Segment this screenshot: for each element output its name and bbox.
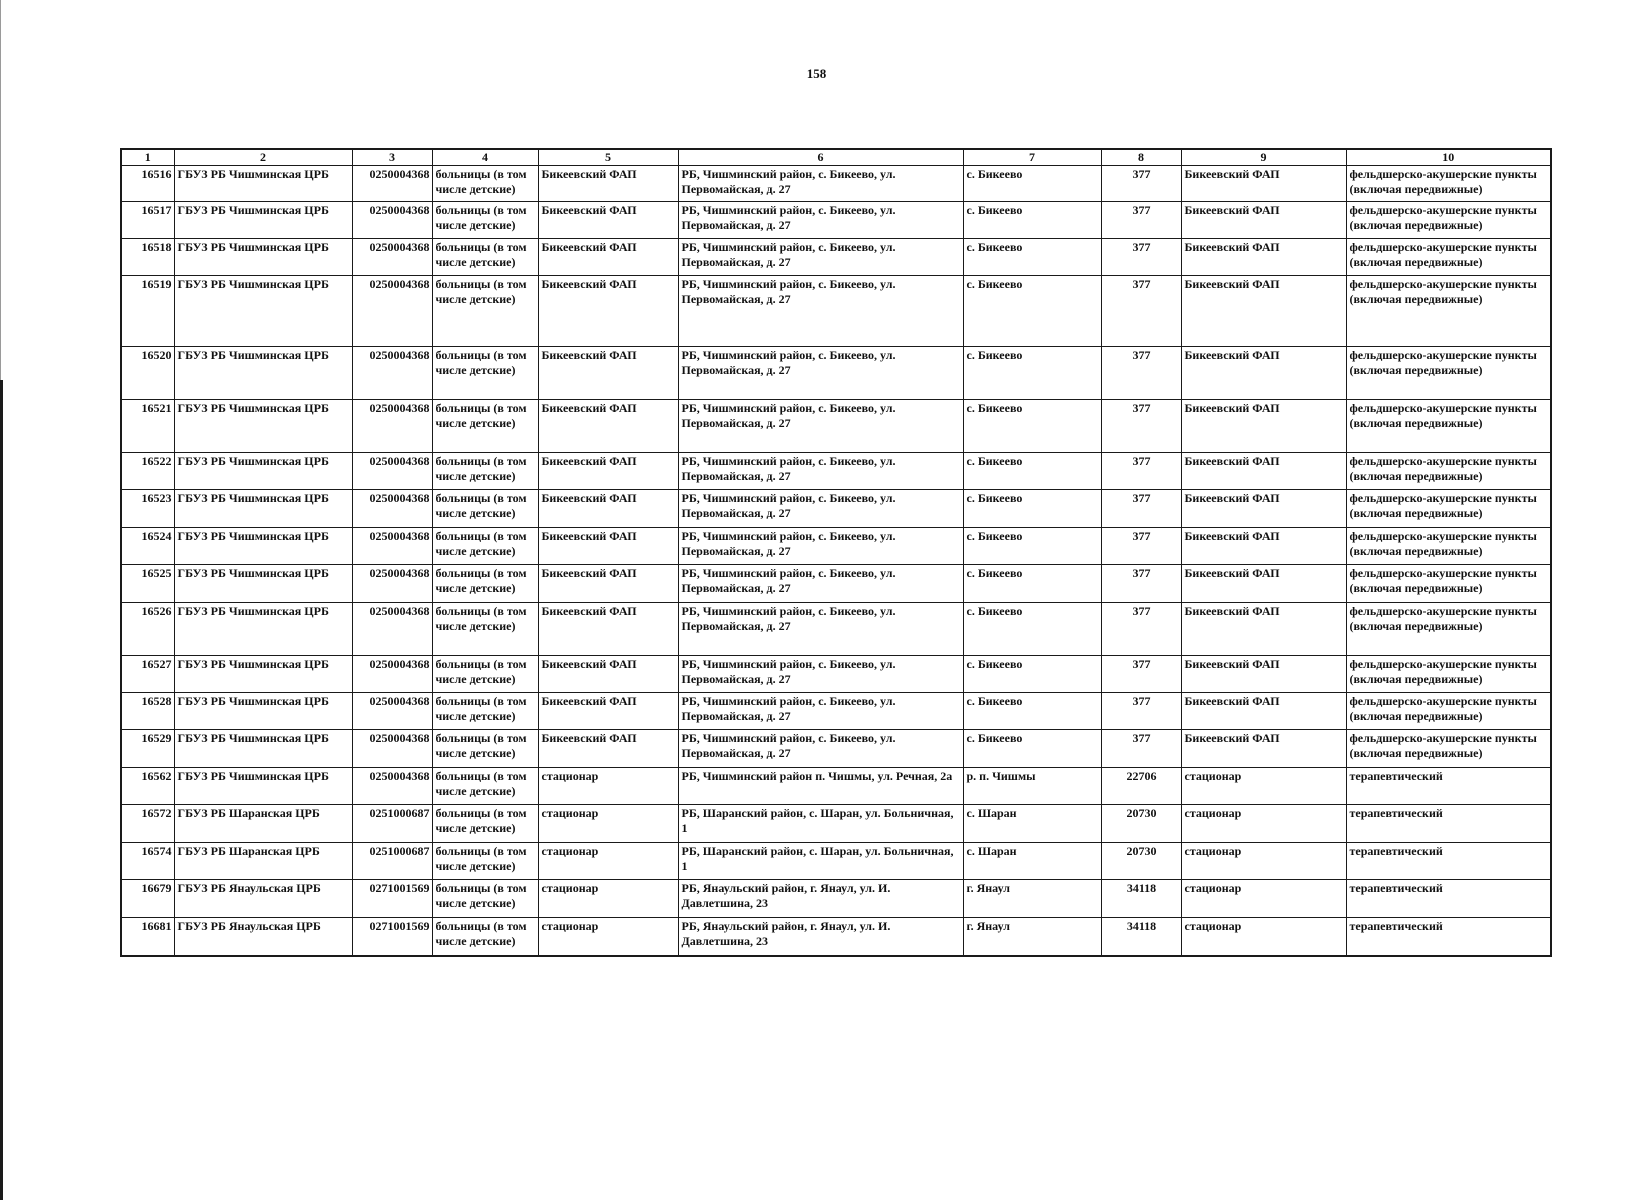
cell-organization: ГБУЗ РБ Чишминская ЦРБ	[174, 239, 352, 276]
cell-unit-name: Бикеевский ФАП	[1181, 693, 1346, 730]
cell-organization: ГБУЗ РБ Чишминская ЦРБ	[174, 202, 352, 239]
scan-edge-top	[0, 0, 1, 380]
cell-locality: с. Бикеево	[963, 239, 1101, 276]
cell-institution-type: больницы (в том числе детские)	[432, 805, 538, 843]
cell-institution-type: больницы (в том числе детские)	[432, 843, 538, 880]
column-header: 9	[1181, 149, 1346, 166]
cell-profile: фельдшерско-акушерские пункты (включая передвижные)	[1346, 528, 1551, 565]
cell-locality: с. Бикеево	[963, 400, 1101, 453]
cell-locality: с. Бикеево	[963, 656, 1101, 693]
cell-locality: с. Бикеево	[963, 166, 1101, 202]
cell-code: 377	[1101, 603, 1181, 656]
cell-unit-name: Бикеевский ФАП	[1181, 166, 1346, 202]
cell-address: РБ, Янаульский район, г. Янаул, ул. И. Давлетшина, 23	[678, 918, 963, 956]
cell-code: 377	[1101, 730, 1181, 768]
cell-code: 377	[1101, 693, 1181, 730]
cell-code: 377	[1101, 347, 1181, 400]
cell-address: РБ, Чишминский район, с. Бикеево, ул. Первомайская, д. 27	[678, 239, 963, 276]
table-row	[121, 453, 1551, 490]
table-row	[121, 693, 1551, 730]
cell-unit: стационар	[538, 805, 678, 843]
column-header: 8	[1101, 149, 1181, 166]
cell-inn: 0250004368	[352, 730, 432, 768]
cell-record-id: 16518	[121, 239, 174, 276]
cell-profile: фельдшерско-акушерские пункты (включая передвижные)	[1346, 276, 1551, 347]
table-row	[121, 565, 1551, 603]
cell-unit: стационар	[538, 768, 678, 805]
cell-locality: с. Бикеево	[963, 730, 1101, 768]
cell-unit: Бикеевский ФАП	[538, 276, 678, 347]
cell-locality: р. п. Чишмы	[963, 768, 1101, 805]
cell-locality: с. Бикеево	[963, 202, 1101, 239]
column-header: 2	[174, 149, 352, 166]
column-header: 7	[963, 149, 1101, 166]
table-row	[121, 528, 1551, 565]
cell-institution-type: больницы (в том числе детские)	[432, 693, 538, 730]
table-row	[121, 843, 1551, 880]
cell-organization: ГБУЗ РБ Чишминская ЦРБ	[174, 400, 352, 453]
cell-profile: фельдшерско-акушерские пункты (включая передвижные)	[1346, 400, 1551, 453]
cell-unit-name: стационар	[1181, 843, 1346, 880]
cell-inn: 0250004368	[352, 347, 432, 400]
cell-record-id: 16523	[121, 490, 174, 528]
cell-inn: 0250004368	[352, 166, 432, 202]
cell-profile: фельдшерско-акушерские пункты (включая передвижные)	[1346, 202, 1551, 239]
cell-locality: с. Бикеево	[963, 528, 1101, 565]
table-row	[121, 880, 1551, 918]
cell-unit-name: Бикеевский ФАП	[1181, 202, 1346, 239]
table-row	[121, 603, 1551, 656]
cell-code: 377	[1101, 656, 1181, 693]
cell-profile: терапевтический	[1346, 768, 1551, 805]
cell-code: 377	[1101, 453, 1181, 490]
cell-organization: ГБУЗ РБ Чишминская ЦРБ	[174, 656, 352, 693]
cell-code: 377	[1101, 490, 1181, 528]
cell-unit: Бикеевский ФАП	[538, 528, 678, 565]
cell-code: 20730	[1101, 805, 1181, 843]
cell-address: РБ, Чишминский район, с. Бикеево, ул. Первомайская, д. 27	[678, 347, 963, 400]
cell-institution-type: больницы (в том числе детские)	[432, 528, 538, 565]
cell-inn: 0250004368	[352, 400, 432, 453]
table-row	[121, 166, 1551, 202]
registry-table	[120, 148, 1552, 957]
cell-unit-name: Бикеевский ФАП	[1181, 239, 1346, 276]
cell-locality: с. Шаран	[963, 843, 1101, 880]
table-body	[121, 166, 1551, 956]
cell-address: РБ, Янаульский район, г. Янаул, ул. И. Давлетшина, 23	[678, 880, 963, 918]
cell-organization: ГБУЗ РБ Чишминская ЦРБ	[174, 276, 352, 347]
cell-code: 22706	[1101, 768, 1181, 805]
cell-inn: 0250004368	[352, 768, 432, 805]
cell-inn: 0271001569	[352, 918, 432, 956]
cell-organization: ГБУЗ РБ Янаульская ЦРБ	[174, 880, 352, 918]
cell-unit: Бикеевский ФАП	[538, 603, 678, 656]
cell-locality: с. Бикеево	[963, 347, 1101, 400]
cell-locality: с. Бикеево	[963, 276, 1101, 347]
cell-locality: с. Бикеево	[963, 693, 1101, 730]
cell-record-id: 16681	[121, 918, 174, 956]
cell-unit-name: стационар	[1181, 768, 1346, 805]
cell-code: 377	[1101, 528, 1181, 565]
cell-profile: фельдшерско-акушерские пункты (включая передвижные)	[1346, 693, 1551, 730]
cell-institution-type: больницы (в том числе детские)	[432, 490, 538, 528]
cell-organization: ГБУЗ РБ Шаранская ЦРБ	[174, 805, 352, 843]
cell-inn: 0250004368	[352, 656, 432, 693]
cell-record-id: 16572	[121, 805, 174, 843]
cell-inn: 0250004368	[352, 202, 432, 239]
cell-address: РБ, Чишминский район, с. Бикеево, ул. Первомайская, д. 27	[678, 202, 963, 239]
cell-institution-type: больницы (в том числе детские)	[432, 918, 538, 956]
cell-profile: терапевтический	[1346, 880, 1551, 918]
cell-unit: Бикеевский ФАП	[538, 347, 678, 400]
page-number: 158	[806, 66, 827, 81]
cell-record-id: 16521	[121, 400, 174, 453]
cell-unit: Бикеевский ФАП	[538, 565, 678, 603]
cell-address: РБ, Чишминский район, с. Бикеево, ул. Первомайская, д. 27	[678, 565, 963, 603]
cell-address: РБ, Чишминский район, с. Бикеево, ул. Первомайская, д. 27	[678, 276, 963, 347]
cell-unit: Бикеевский ФАП	[538, 400, 678, 453]
cell-code: 377	[1101, 239, 1181, 276]
cell-record-id: 16520	[121, 347, 174, 400]
cell-locality: г. Янаул	[963, 918, 1101, 956]
table-row	[121, 768, 1551, 805]
cell-inn: 0251000687	[352, 805, 432, 843]
cell-profile: терапевтический	[1346, 805, 1551, 843]
cell-organization: ГБУЗ РБ Чишминская ЦРБ	[174, 730, 352, 768]
cell-unit: Бикеевский ФАП	[538, 730, 678, 768]
cell-address: РБ, Чишминский район п. Чишмы, ул. Речная, 2а	[678, 768, 963, 805]
table-row	[121, 347, 1551, 400]
column-header: 1	[121, 149, 174, 166]
table-row	[121, 490, 1551, 528]
cell-profile: фельдшерско-акушерские пункты (включая передвижные)	[1346, 453, 1551, 490]
cell-unit: Бикеевский ФАП	[538, 202, 678, 239]
cell-unit: стационар	[538, 918, 678, 956]
cell-record-id: 16679	[121, 880, 174, 918]
cell-organization: ГБУЗ РБ Янаульская ЦРБ	[174, 918, 352, 956]
cell-organization: ГБУЗ РБ Чишминская ЦРБ	[174, 565, 352, 603]
cell-unit-name: стационар	[1181, 880, 1346, 918]
table-row	[121, 805, 1551, 843]
cell-locality: г. Янаул	[963, 880, 1101, 918]
cell-institution-type: больницы (в том числе детские)	[432, 347, 538, 400]
cell-address: РБ, Шаранский район, с. Шаран, ул. Больничная, 1	[678, 843, 963, 880]
cell-institution-type: больницы (в том числе детские)	[432, 730, 538, 768]
cell-institution-type: больницы (в том числе детские)	[432, 565, 538, 603]
cell-profile: фельдшерско-акушерские пункты (включая передвижные)	[1346, 347, 1551, 400]
table-row	[121, 730, 1551, 768]
cell-institution-type: больницы (в том числе детские)	[432, 400, 538, 453]
cell-profile: фельдшерско-акушерские пункты (включая передвижные)	[1346, 603, 1551, 656]
cell-profile: терапевтический	[1346, 918, 1551, 956]
cell-institution-type: больницы (в том числе детские)	[432, 202, 538, 239]
cell-code: 34118	[1101, 918, 1181, 956]
column-header: 10	[1346, 149, 1551, 166]
cell-record-id: 16522	[121, 453, 174, 490]
cell-record-id: 16529	[121, 730, 174, 768]
table-row	[121, 239, 1551, 276]
cell-unit-name: Бикеевский ФАП	[1181, 400, 1346, 453]
cell-unit-name: Бикеевский ФАП	[1181, 603, 1346, 656]
column-header: 4	[432, 149, 538, 166]
cell-code: 377	[1101, 166, 1181, 202]
cell-institution-type: больницы (в том числе детские)	[432, 603, 538, 656]
cell-inn: 0250004368	[352, 528, 432, 565]
cell-unit-name: Бикеевский ФАП	[1181, 276, 1346, 347]
cell-locality: с. Бикеево	[963, 453, 1101, 490]
table-row	[121, 276, 1551, 347]
cell-unit: Бикеевский ФАП	[538, 239, 678, 276]
cell-organization: ГБУЗ РБ Чишминская ЦРБ	[174, 768, 352, 805]
cell-organization: ГБУЗ РБ Шаранская ЦРБ	[174, 843, 352, 880]
cell-address: РБ, Чишминский район, с. Бикеево, ул. Первомайская, д. 27	[678, 400, 963, 453]
table-row	[121, 400, 1551, 453]
cell-inn: 0250004368	[352, 565, 432, 603]
cell-inn: 0250004368	[352, 239, 432, 276]
cell-profile: фельдшерско-акушерские пункты (включая передвижные)	[1346, 656, 1551, 693]
cell-unit: стационар	[538, 843, 678, 880]
cell-record-id: 16525	[121, 565, 174, 603]
cell-profile: фельдшерско-акушерские пункты (включая передвижные)	[1346, 730, 1551, 768]
column-header: 6	[678, 149, 963, 166]
cell-unit: Бикеевский ФАП	[538, 453, 678, 490]
cell-code: 377	[1101, 400, 1181, 453]
cell-unit-name: стационар	[1181, 918, 1346, 956]
cell-record-id: 16519	[121, 276, 174, 347]
cell-institution-type: больницы (в том числе детские)	[432, 880, 538, 918]
cell-record-id: 16517	[121, 202, 174, 239]
cell-address: РБ, Чишминский район, с. Бикеево, ул. Первомайская, д. 27	[678, 730, 963, 768]
cell-address: РБ, Шаранский район, с. Шаран, ул. Больничная, 1	[678, 805, 963, 843]
cell-record-id: 16524	[121, 528, 174, 565]
cell-institution-type: больницы (в том числе детские)	[432, 453, 538, 490]
cell-unit: Бикеевский ФАП	[538, 166, 678, 202]
cell-unit: Бикеевский ФАП	[538, 490, 678, 528]
cell-address: РБ, Чишминский район, с. Бикеево, ул. Первомайская, д. 27	[678, 693, 963, 730]
cell-unit: Бикеевский ФАП	[538, 656, 678, 693]
cell-record-id: 16516	[121, 166, 174, 202]
table-row	[121, 656, 1551, 693]
cell-record-id: 16526	[121, 603, 174, 656]
header-row	[121, 149, 1551, 166]
cell-unit-name: Бикеевский ФАП	[1181, 490, 1346, 528]
cell-profile: терапевтический	[1346, 843, 1551, 880]
cell-inn: 0251000687	[352, 843, 432, 880]
cell-institution-type: больницы (в том числе детские)	[432, 239, 538, 276]
cell-record-id: 16528	[121, 693, 174, 730]
cell-profile: фельдшерско-акушерские пункты (включая передвижные)	[1346, 490, 1551, 528]
cell-unit-name: Бикеевский ФАП	[1181, 528, 1346, 565]
cell-profile: фельдшерско-акушерские пункты (включая передвижные)	[1346, 166, 1551, 202]
cell-code: 34118	[1101, 880, 1181, 918]
cell-address: РБ, Чишминский район, с. Бикеево, ул. Первомайская, д. 27	[678, 603, 963, 656]
cell-code: 377	[1101, 565, 1181, 603]
cell-address: РБ, Чишминский район, с. Бикеево, ул. Первомайская, д. 27	[678, 490, 963, 528]
cell-code: 377	[1101, 202, 1181, 239]
cell-institution-type: больницы (в том числе детские)	[432, 768, 538, 805]
column-header: 3	[352, 149, 432, 166]
cell-code: 377	[1101, 276, 1181, 347]
cell-code: 20730	[1101, 843, 1181, 880]
cell-locality: с. Бикеево	[963, 565, 1101, 603]
table-row	[121, 202, 1551, 239]
cell-profile: фельдшерско-акушерские пункты (включая передвижные)	[1346, 239, 1551, 276]
cell-profile: фельдшерско-акушерские пункты (включая передвижные)	[1346, 565, 1551, 603]
cell-unit-name: Бикеевский ФАП	[1181, 656, 1346, 693]
cell-unit-name: Бикеевский ФАП	[1181, 730, 1346, 768]
cell-record-id: 16527	[121, 656, 174, 693]
scan-edge-bottom	[0, 380, 3, 1200]
cell-organization: ГБУЗ РБ Чишминская ЦРБ	[174, 166, 352, 202]
cell-organization: ГБУЗ РБ Чишминская ЦРБ	[174, 528, 352, 565]
cell-institution-type: больницы (в том числе детские)	[432, 166, 538, 202]
cell-institution-type: больницы (в том числе детские)	[432, 276, 538, 347]
cell-address: РБ, Чишминский район, с. Бикеево, ул. Первомайская, д. 27	[678, 528, 963, 565]
cell-locality: с. Бикеево	[963, 490, 1101, 528]
cell-organization: ГБУЗ РБ Чишминская ЦРБ	[174, 693, 352, 730]
cell-inn: 0250004368	[352, 490, 432, 528]
cell-locality: с. Бикеево	[963, 603, 1101, 656]
cell-inn: 0250004368	[352, 453, 432, 490]
cell-inn: 0250004368	[352, 693, 432, 730]
cell-organization: ГБУЗ РБ Чишминская ЦРБ	[174, 453, 352, 490]
cell-address: РБ, Чишминский район, с. Бикеево, ул. Первомайская, д. 27	[678, 453, 963, 490]
cell-address: РБ, Чишминский район, с. Бикеево, ул. Первомайская, д. 27	[678, 166, 963, 202]
cell-unit-name: Бикеевский ФАП	[1181, 347, 1346, 400]
cell-inn: 0271001569	[352, 880, 432, 918]
cell-unit: стационар	[538, 880, 678, 918]
cell-organization: ГБУЗ РБ Чишминская ЦРБ	[174, 490, 352, 528]
cell-record-id: 16574	[121, 843, 174, 880]
cell-organization: ГБУЗ РБ Чишминская ЦРБ	[174, 347, 352, 400]
column-header: 5	[538, 149, 678, 166]
cell-unit-name: Бикеевский ФАП	[1181, 453, 1346, 490]
cell-unit: Бикеевский ФАП	[538, 693, 678, 730]
cell-organization: ГБУЗ РБ Чишминская ЦРБ	[174, 603, 352, 656]
cell-address: РБ, Чишминский район, с. Бикеево, ул. Первомайская, д. 27	[678, 656, 963, 693]
cell-record-id: 16562	[121, 768, 174, 805]
cell-locality: с. Шаран	[963, 805, 1101, 843]
cell-inn: 0250004368	[352, 603, 432, 656]
cell-inn: 0250004368	[352, 276, 432, 347]
cell-unit-name: стационар	[1181, 805, 1346, 843]
cell-institution-type: больницы (в том числе детские)	[432, 656, 538, 693]
cell-unit-name: Бикеевский ФАП	[1181, 565, 1346, 603]
table-row	[121, 918, 1551, 956]
